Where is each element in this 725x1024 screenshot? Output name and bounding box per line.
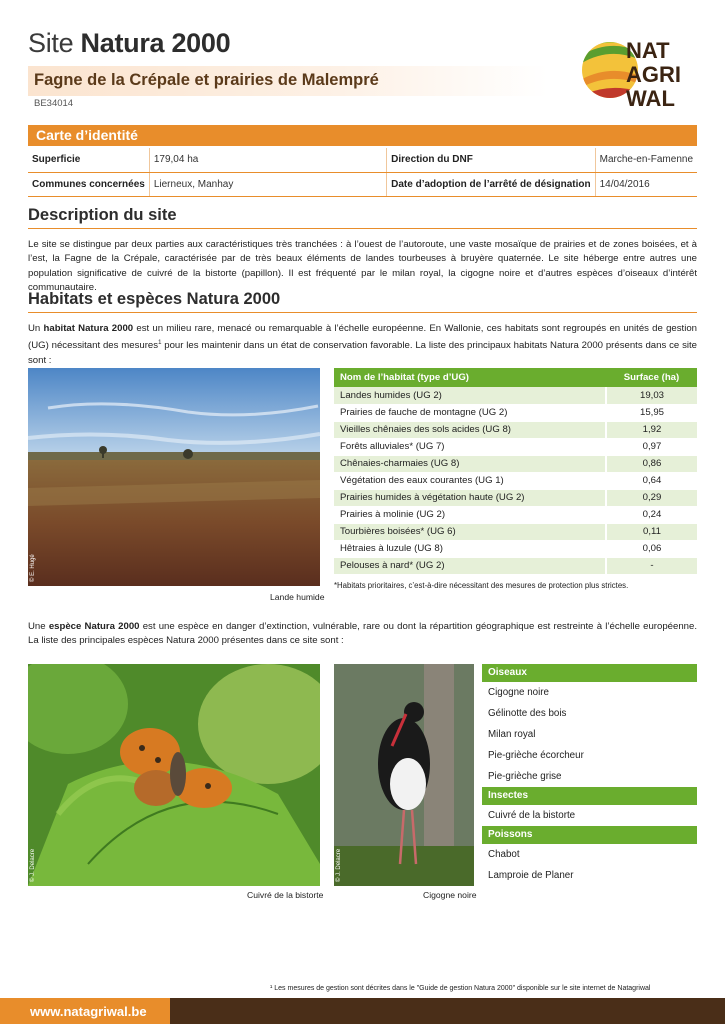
species-intro: Une espèce Natura 2000 est une espèce en danger d’extinction, vulnérable, rare ou dont la répartition géographique est restreinte à l’échelle européenne. La liste des principales espèces Natura 2000 présentes dans ce site sont : (28, 621, 697, 647)
habitat-surface: - (606, 557, 697, 574)
table-row (334, 404, 697, 421)
habitat-surface: 0,29 (606, 489, 697, 506)
page-title: Site Natura 2000 (28, 28, 231, 58)
table-row (334, 489, 697, 506)
habitat-name: Landes humides (UG 2) (334, 387, 606, 404)
label-communes: Communes concernées (28, 172, 149, 196)
list-item: Pie-grièche écorcheur (488, 750, 584, 761)
identity-section-title: Carte d’identité (36, 127, 138, 143)
habitat-name: Pelouses à nard* (UG 2) (334, 557, 606, 574)
photo-cigogne-noire (334, 664, 474, 886)
site-code: BE34014 (34, 98, 74, 109)
habitat-name: Vieilles chênaies des sols acides (UG 8) (334, 421, 606, 438)
habitat-name: Chênaies-charmaies (UG 8) (334, 455, 606, 472)
col-header-surface: Surface (ha) (606, 368, 697, 387)
habitat-surface: 15,95 (606, 404, 697, 421)
habitat-surface: 1,92 (606, 421, 697, 438)
list-item: Milan royal (488, 729, 536, 740)
table-row (334, 557, 697, 574)
description-heading: Description du site (28, 206, 177, 224)
habitat-surface: 0,24 (606, 506, 697, 523)
table-row (334, 387, 697, 404)
value-superficie: 179,04 ha (149, 148, 386, 172)
description-text: Le site se distingue par deux parties aux caractéristiques très tranchées : à l’ouest de l’autoroute, une vaste mosaïque de prairies et de zones boisées, et à l’est, la Fagne de la Crépale, caractérisée par de très beaux éléments de landes tourbeuses à bruyère quaternée. Le site héberge entre autres une population significative de cuivré de la bistorte (papillon). Il est fréquenté par le milan royal, la cigogne noire et d’autres espèces d’oiseaux d’intérêt communautaire. (28, 239, 697, 293)
habitat-name: Prairies de fauche de montagne (UG 2) (334, 404, 606, 421)
species-category-poissons: Poissons (482, 826, 697, 844)
list-item: Pie-grièche grise (488, 771, 562, 782)
photo-caption-lande: Lande humide (270, 592, 325, 602)
list-item: Cigogne noire (488, 687, 550, 698)
footnote: ¹ Les mesures de gestion sont décrites dans le "Guide de gestion Natura 2000" disponible sur le site internet de Natagriwal (270, 985, 651, 992)
habitats-table-header (334, 368, 697, 387)
photo-credit: © J. Delacre (336, 848, 342, 882)
habitats-table (334, 368, 697, 575)
habitats-intro: Un habitat Natura 2000 est un milieu rare, menacé ou remarquable à l’échelle européenne. En Wallonie, ces habitats sont regroupés en unités de gestion (UG) nécessitant des mesures$^1$ pour les maintenir dans un état de conservation favorable. La liste des principaux habitats Natura 2000 présents dans ce site sont : (28, 323, 698, 366)
habitats-note: *Habitats prioritaires, c’est-à-dire nécessitant des mesures de protection plus strictes. (334, 581, 629, 590)
value-direction-dnf: Marche-en-Famenne (595, 148, 697, 172)
identity-table (28, 148, 697, 197)
table-row (334, 540, 697, 557)
value-communes: Lierneux, Manhay (149, 172, 386, 196)
list-item: Cuivré de la bistorte (488, 810, 576, 821)
habitat-surface: 0,11 (606, 523, 697, 540)
photo-caption-cigogne: Cigogne noire (423, 890, 477, 900)
habitat-surface: 0,06 (606, 540, 697, 557)
habitat-surface: 0,64 (606, 472, 697, 489)
habitat-name: Hêtraies à luzule (UG 8) (334, 540, 606, 557)
value-date-adoption: 14/04/2016 (595, 172, 697, 196)
habitat-surface: 19,03 (606, 387, 697, 404)
label-superficie: Superficie (28, 148, 149, 172)
habitat-name: Tourbières boisées* (UG 6) (334, 523, 606, 540)
habitat-name: Prairies humides à végétation haute (UG 2) (334, 489, 606, 506)
table-row (334, 421, 697, 438)
logo-line-1: NAT (626, 38, 670, 63)
site-name: Fagne de la Crépale et prairies de Malempré (34, 71, 379, 89)
label-direction-dnf: Direction du DNF (387, 148, 595, 172)
label-date-adoption: Date d’adoption de l’arrêté de désignation (387, 172, 595, 196)
species-list (482, 664, 697, 886)
list-item: Lamproie de Planer (488, 870, 574, 881)
table-row (334, 506, 697, 523)
table-row (334, 523, 697, 540)
list-item: Chabot (488, 849, 520, 860)
photo-caption-cuivre: Cuivré de la bistorte (247, 890, 324, 900)
habitat-name: Prairies à molinie (UG 2) (334, 506, 606, 523)
photo-lande-humide (28, 368, 320, 586)
description-rule (28, 228, 697, 229)
photo-credit: © J. Delacre (30, 848, 36, 882)
habitat-surface: 0,97 (606, 438, 697, 455)
habitats-rule (28, 312, 697, 313)
species-category-insectes: Insectes (482, 787, 697, 805)
photo-cuivre-bistorte (28, 664, 320, 886)
habitat-name: Végétation des eaux courantes (UG 1) (334, 472, 606, 489)
table-row (334, 455, 697, 472)
habitat-surface: 0,86 (606, 455, 697, 472)
species-category-oiseaux: Oiseaux (482, 664, 697, 682)
habitat-name: Forêts alluviales* (UG 7) (334, 438, 606, 455)
table-row (334, 438, 697, 455)
photo-credit: © E. Hugé (30, 554, 36, 582)
website-link[interactable]: www.natagriwal.be (30, 1004, 147, 1019)
habitats-heading: Habitats et espèces Natura 2000 (28, 290, 281, 308)
logo-line-3: WAL (626, 86, 675, 111)
logo-line-2: AGRI (626, 62, 681, 87)
identity-row (28, 172, 697, 196)
list-item: Gélinotte des bois (488, 708, 567, 719)
table-row (334, 472, 697, 489)
col-header-habitat: Nom de l’habitat (type d’UG) (334, 368, 606, 387)
natagriwal-logo (580, 24, 700, 116)
identity-row (28, 148, 697, 172)
